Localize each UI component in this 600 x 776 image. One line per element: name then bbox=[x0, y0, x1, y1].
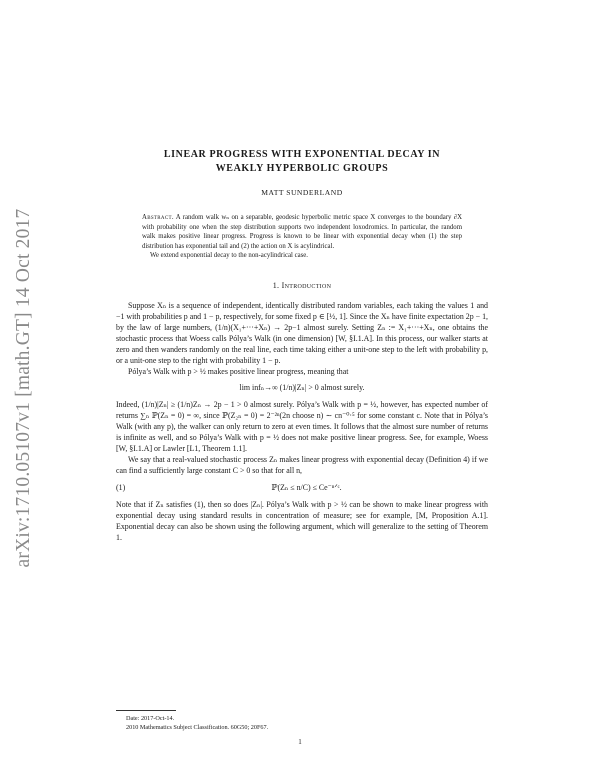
section-number: 1. bbox=[272, 280, 280, 290]
footnotes bbox=[116, 710, 488, 732]
introduction-body bbox=[116, 300, 488, 543]
paper-page bbox=[116, 148, 488, 543]
author-name: MATT SUNDERLAND bbox=[261, 188, 343, 197]
abstract-paragraph-2: We extend exponential decay to the non-acylindrical case. bbox=[150, 252, 308, 259]
footnote-date: Date: 2017-Oct-14. bbox=[126, 715, 175, 722]
equation-1-body: ℙ(Zₙ ≤ n/C) ≤ Ce⁻ⁿᐟᶜ. bbox=[271, 482, 342, 492]
abstract-text-1: A random walk wₙ on a separable, geodesic hyperbolic metric space X converges to the boundary ∂X with probability one when the step distribution supports two independent loxodromics. In particular, the random walk makes positive linear progress. Progress is known to be linear with exponential decay when (1) the step distribution has exponential tail and (2) the action on X is acylindrical. bbox=[142, 214, 463, 250]
equation-liminf: lim infₙ→∞ (1/n)|Zₙ| > 0 almost surely. bbox=[239, 382, 365, 392]
equation-1 bbox=[116, 482, 488, 493]
arxiv-id-text: arXiv:1710.05107v1 [math.GT] 14 Oct 2017 bbox=[13, 208, 34, 568]
footnote-rule bbox=[116, 710, 176, 711]
section-title: Introduction bbox=[281, 280, 332, 290]
footnote-msc: 2010 Mathematics Subject Classification. 60G50; 20F67. bbox=[126, 724, 269, 731]
equation-1-label: (1) bbox=[116, 482, 126, 492]
intro-paragraph-4: We say that a real-valued stochastic process Zₙ makes linear progress with exponential decay (Definition 4) if we can find a sufficiently large constant C > 0 so that for all n, bbox=[116, 454, 488, 475]
intro-paragraph-1: Suppose Xₙ is a sequence of independent, identically distributed random variables, each taking the values 1 and −1 with probabilities p and 1 − p, respectively, for some fixed p ∈ [½, 1]. Since the Xₙ have finite expectation 2p − 1, by the law of large numbers, (1/n)(X₁+···+Xₙ) → 2p−1 almost surely. Setting Zₙ := X₁+···+Xₙ, one obtains the stochastic process that Woess calls Pólya’s Walk (in one dimension) [W, §I.1.A]. In this process, our walker starts at zero and then wanders randomly on the real line, each time taking either a unit-one step to the left with probability p, or a unit-one step to the right with probability 1 − p. bbox=[116, 300, 488, 365]
intro-paragraph-5: Note that if Zₙ satisfies (1), then so does |Zₙ|. Pólya’s Walk with p > ½ can be shown to make linear progress with exponential decay using standard results in concentration of measure; see for example, [M, Proposition A.1]. Exponential decay can also be shown using the following argument, which will generalize to the setting of Theorem 1. bbox=[116, 499, 488, 542]
abstract-paragraph-1 bbox=[142, 213, 462, 251]
section-heading bbox=[116, 281, 488, 290]
abstract bbox=[142, 213, 462, 261]
title-line-1: LINEAR PROGRESS WITH EXPONENTIAL DECAY IN bbox=[163, 149, 441, 160]
abstract-label: Abstract. bbox=[142, 214, 174, 221]
arxiv-identifier-stamp bbox=[4, 178, 44, 598]
intro-paragraph-2: Pólya’s Walk with p > ½ makes positive linear progress, meaning that bbox=[128, 366, 349, 376]
intro-paragraph-3: Indeed, (1/n)|Zₙ| ≥ (1/n)Zₙ → 2p − 1 > 0 almost surely. Pólya’s Walk with p = ½, however, has expected number of returns ∑ₙ ℙ(Zₙ = 0) = ∞, since ℙ(Z₂ₙ = 0) = 2⁻²ⁿ(2n choose n) ∼ cn⁻⁰·⁵ for some constant c. Note that in Pólya’s Walk (with any p), the walker can only return to zero at even times. It follows that the almost sure number of returns is infinite as well, and so Pólya’s Walk with p = ½ does not make positive linear progress. See, for example, Woess [W, §I.1.A] or Lawler [L1, Theorem 1.1]. bbox=[116, 399, 488, 453]
page-number: 1 bbox=[298, 738, 302, 746]
paper-title bbox=[116, 148, 488, 176]
title-line-2: WEAKLY HYPERBOLIC GROUPS bbox=[215, 163, 389, 174]
